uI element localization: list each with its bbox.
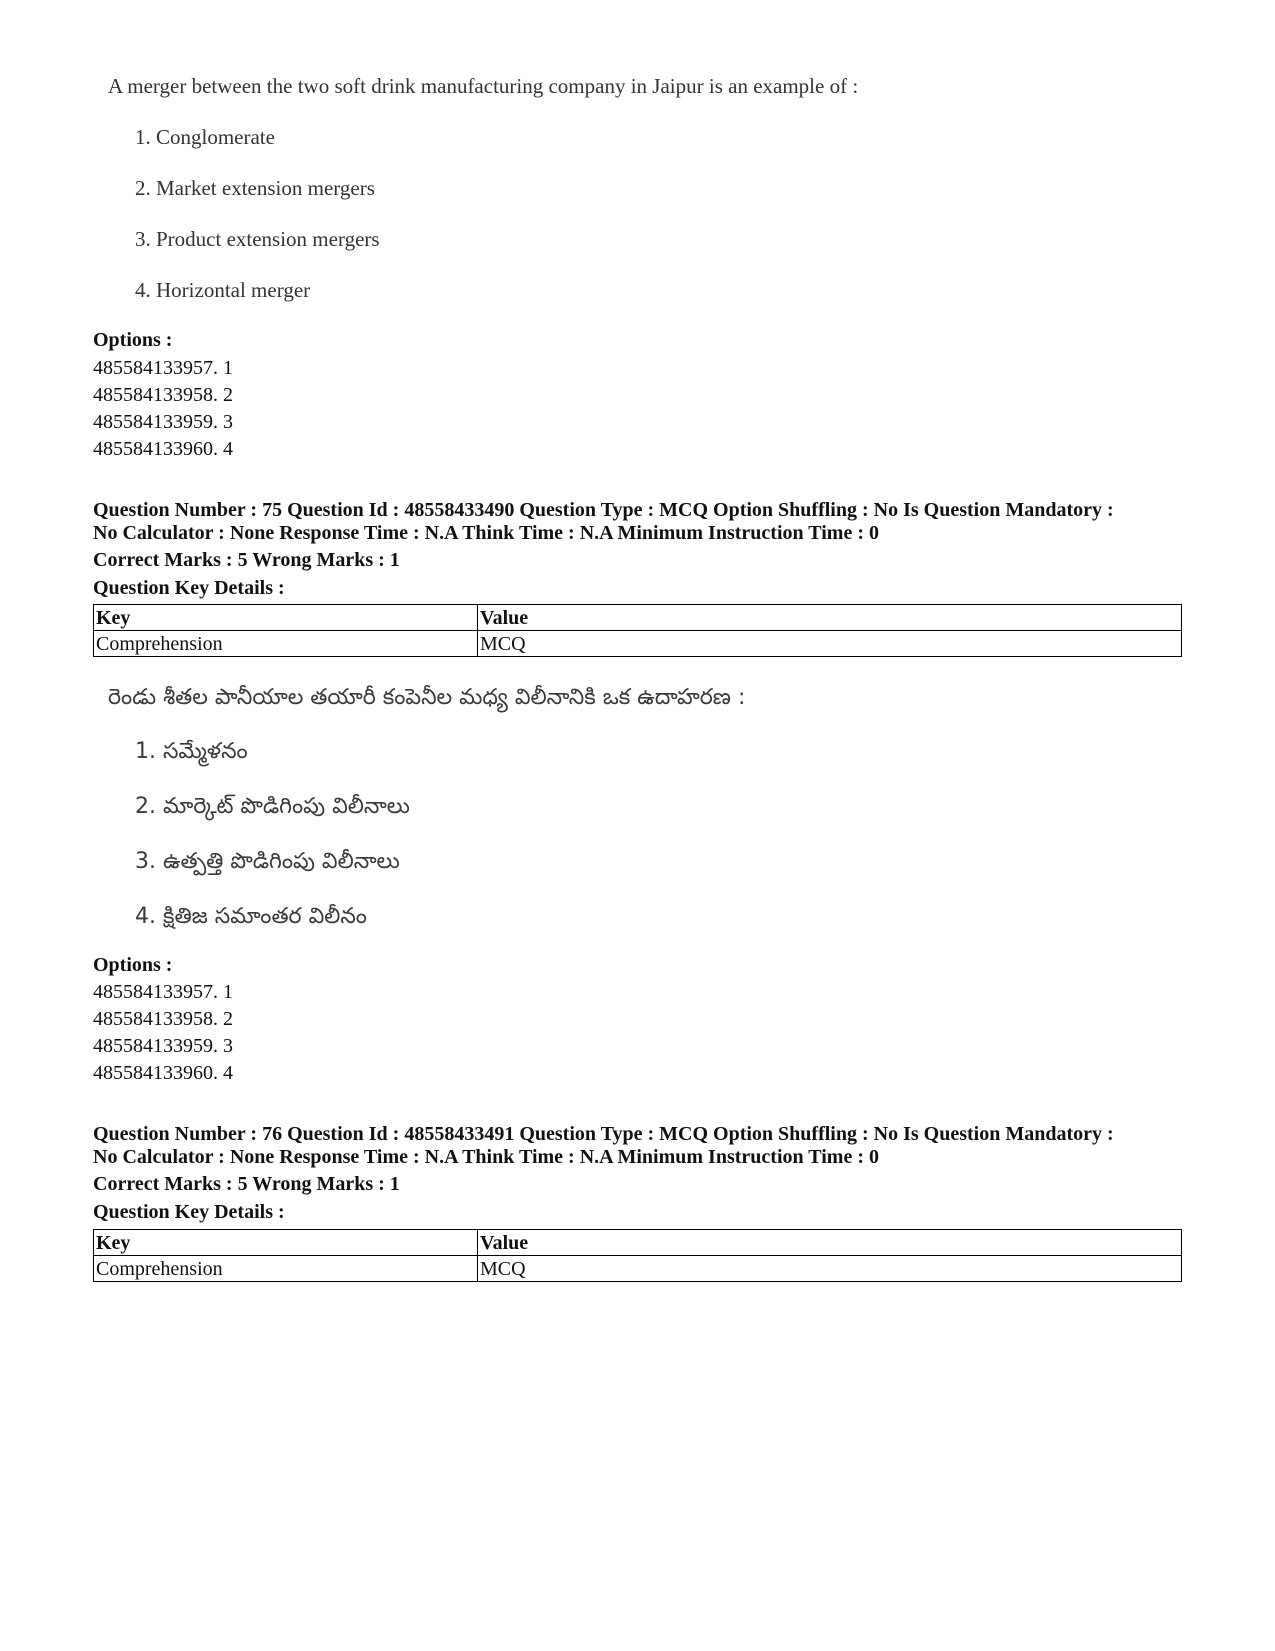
table-row (94, 631, 1182, 657)
option-item: 485584133960. 4 (93, 1062, 233, 1084)
table-header-row (94, 605, 1182, 631)
question-image-english (108, 72, 859, 302)
option-item: 485584133959. 3 (93, 1035, 233, 1057)
question-meta-line: No Calculator : None Response Time : N.A Think Time : N.A Minimum Instruction Time : 0 (93, 522, 879, 544)
question-meta-line: No Calculator : None Response Time : N.A Think Time : N.A Minimum Instruction Time : 0 (93, 1146, 879, 1168)
option-item: 485584133958. 2 (93, 384, 233, 406)
table-row (94, 1256, 1182, 1282)
question-choice: 2. మార్కెట్ పొడిగింపు విలీనాలు (135, 794, 410, 819)
option-item: 485584133957. 1 (93, 357, 233, 379)
table-header-value: Value (478, 605, 1182, 631)
question-meta-line: Question Number : 76 Question Id : 48558433491 Question Type : MCQ Option Shuffling : No Is Question Mandatory : (93, 1123, 1114, 1145)
question-stem: A merger between the two soft drink manufacturing company in Jaipur is an example of : (108, 74, 859, 98)
table-header-key: Key (94, 605, 478, 631)
question-choice: 3. Product extension mergers (135, 227, 380, 251)
question-choice: 3. ఉత్పత్తి పొడిగింపు విలీనాలు (135, 849, 400, 874)
table-cell-key: Comprehension (94, 1256, 478, 1282)
table-header-row (94, 1230, 1182, 1256)
options-label: Options : (93, 329, 173, 351)
table-header-key: Key (94, 1230, 478, 1256)
question-choice: 4. Horizontal merger (135, 278, 311, 302)
table-header-value: Value (478, 1230, 1182, 1256)
question-meta-line: Question Number : 75 Question Id : 48558433490 Question Type : MCQ Option Shuffling : No Is Question Mandatory : (93, 499, 1114, 521)
question-choice: 1. Conglomerate (135, 125, 275, 149)
table-cell-value: MCQ (478, 631, 1182, 657)
question-stem: రెండు శీతల పానీయాల తయారీ కంపెనీల మధ్య విలీనానికి ఒక ఉదాహరణ : (108, 685, 746, 710)
key-details-label: Question Key Details : (93, 577, 285, 599)
question-choice: 2. Market extension mergers (135, 176, 375, 200)
question-key-table (93, 1229, 1182, 1282)
question-key-table (93, 604, 1182, 657)
table-cell-key: Comprehension (94, 631, 478, 657)
table-cell-value: MCQ (478, 1256, 1182, 1282)
options-label: Options : (93, 954, 173, 976)
option-item: 485584133960. 4 (93, 438, 233, 460)
key-details-label: Question Key Details : (93, 1201, 285, 1223)
question-image-telugu (108, 684, 746, 929)
option-item: 485584133959. 3 (93, 411, 233, 433)
question-choice: 4. క్షితిజ సమాంతర విలీనం (135, 904, 367, 929)
question-choice: 1. సమ్మేళనం (135, 739, 248, 764)
question-marks: Correct Marks : 5 Wrong Marks : 1 (93, 1173, 400, 1195)
question-marks: Correct Marks : 5 Wrong Marks : 1 (93, 549, 400, 571)
option-item: 485584133957. 1 (93, 981, 233, 1003)
option-item: 485584133958. 2 (93, 1008, 233, 1030)
